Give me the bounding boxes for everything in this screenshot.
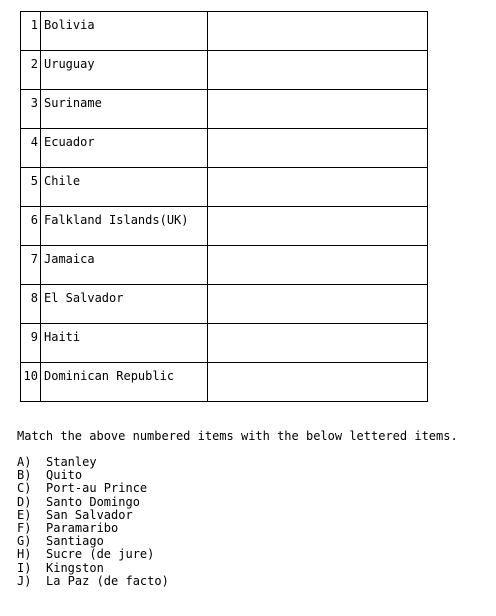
row-number: 1	[21, 12, 41, 51]
option-letter: D)	[17, 494, 32, 509]
option-letter: G)	[17, 534, 32, 549]
option-letter: A)	[17, 455, 32, 469]
country-name: Falkland Islands(UK)	[41, 207, 208, 246]
answer-cell[interactable]	[208, 51, 428, 90]
answer-cell[interactable]	[208, 12, 428, 51]
table-row	[21, 168, 428, 207]
row-number: 9	[21, 324, 41, 363]
answer-cell[interactable]	[208, 324, 428, 363]
option-text: Santiago	[46, 534, 104, 549]
country-name: Haiti	[41, 324, 208, 363]
option-text: Kingston	[46, 560, 104, 575]
table-row	[21, 246, 428, 285]
option-letter: E)	[17, 507, 32, 522]
answer-cell[interactable]	[208, 168, 428, 207]
answer-cell[interactable]	[208, 246, 428, 285]
option-letter: H)	[17, 547, 32, 562]
row-number: 10	[21, 363, 41, 402]
matching-table	[20, 11, 428, 402]
country-name: Jamaica	[41, 246, 208, 285]
row-number: 2	[21, 51, 41, 90]
country-name: Chile	[41, 168, 208, 207]
country-name: Suriname	[41, 90, 208, 129]
answer-options-list	[17, 456, 169, 588]
row-number: 7	[21, 246, 41, 285]
table-row	[21, 324, 428, 363]
country-name: Uruguay	[41, 51, 208, 90]
option-item	[17, 456, 169, 469]
option-letter: I)	[17, 560, 32, 575]
option-text: Stanley	[46, 455, 97, 469]
table-row	[21, 363, 428, 402]
table-row	[21, 129, 428, 168]
table-row	[21, 207, 428, 246]
row-number: 6	[21, 207, 41, 246]
option-text: Sucre (de jure)	[46, 547, 155, 562]
answer-cell[interactable]	[208, 363, 428, 402]
option-text: Quito	[46, 468, 83, 483]
option-item	[17, 575, 169, 588]
answer-cell[interactable]	[208, 90, 428, 129]
answer-cell[interactable]	[208, 129, 428, 168]
option-letter: J)	[17, 573, 32, 588]
answer-cell[interactable]	[208, 207, 428, 246]
table-row	[21, 12, 428, 51]
row-number: 3	[21, 90, 41, 129]
table-row	[21, 285, 428, 324]
option-text: La Paz (de facto)	[46, 573, 169, 588]
country-name: Dominican Republic	[41, 363, 208, 402]
country-name: Ecuador	[41, 129, 208, 168]
instruction-text: Match the above numbered items with the below lettered items.	[17, 429, 458, 443]
option-letter: F)	[17, 521, 32, 536]
row-number: 8	[21, 285, 41, 324]
option-text: San Salvador	[46, 507, 133, 522]
option-letter: B)	[17, 468, 32, 483]
option-text: Port-au Prince	[46, 481, 148, 496]
option-text: Paramaribo	[46, 521, 119, 536]
option-text: Santo Domingo	[46, 494, 140, 509]
row-number: 5	[21, 168, 41, 207]
country-name: El Salvador	[41, 285, 208, 324]
row-number: 4	[21, 129, 41, 168]
table-row	[21, 90, 428, 129]
table-row	[21, 51, 428, 90]
answer-cell[interactable]	[208, 285, 428, 324]
country-name: Bolivia	[41, 12, 208, 51]
option-letter: C)	[17, 481, 32, 496]
